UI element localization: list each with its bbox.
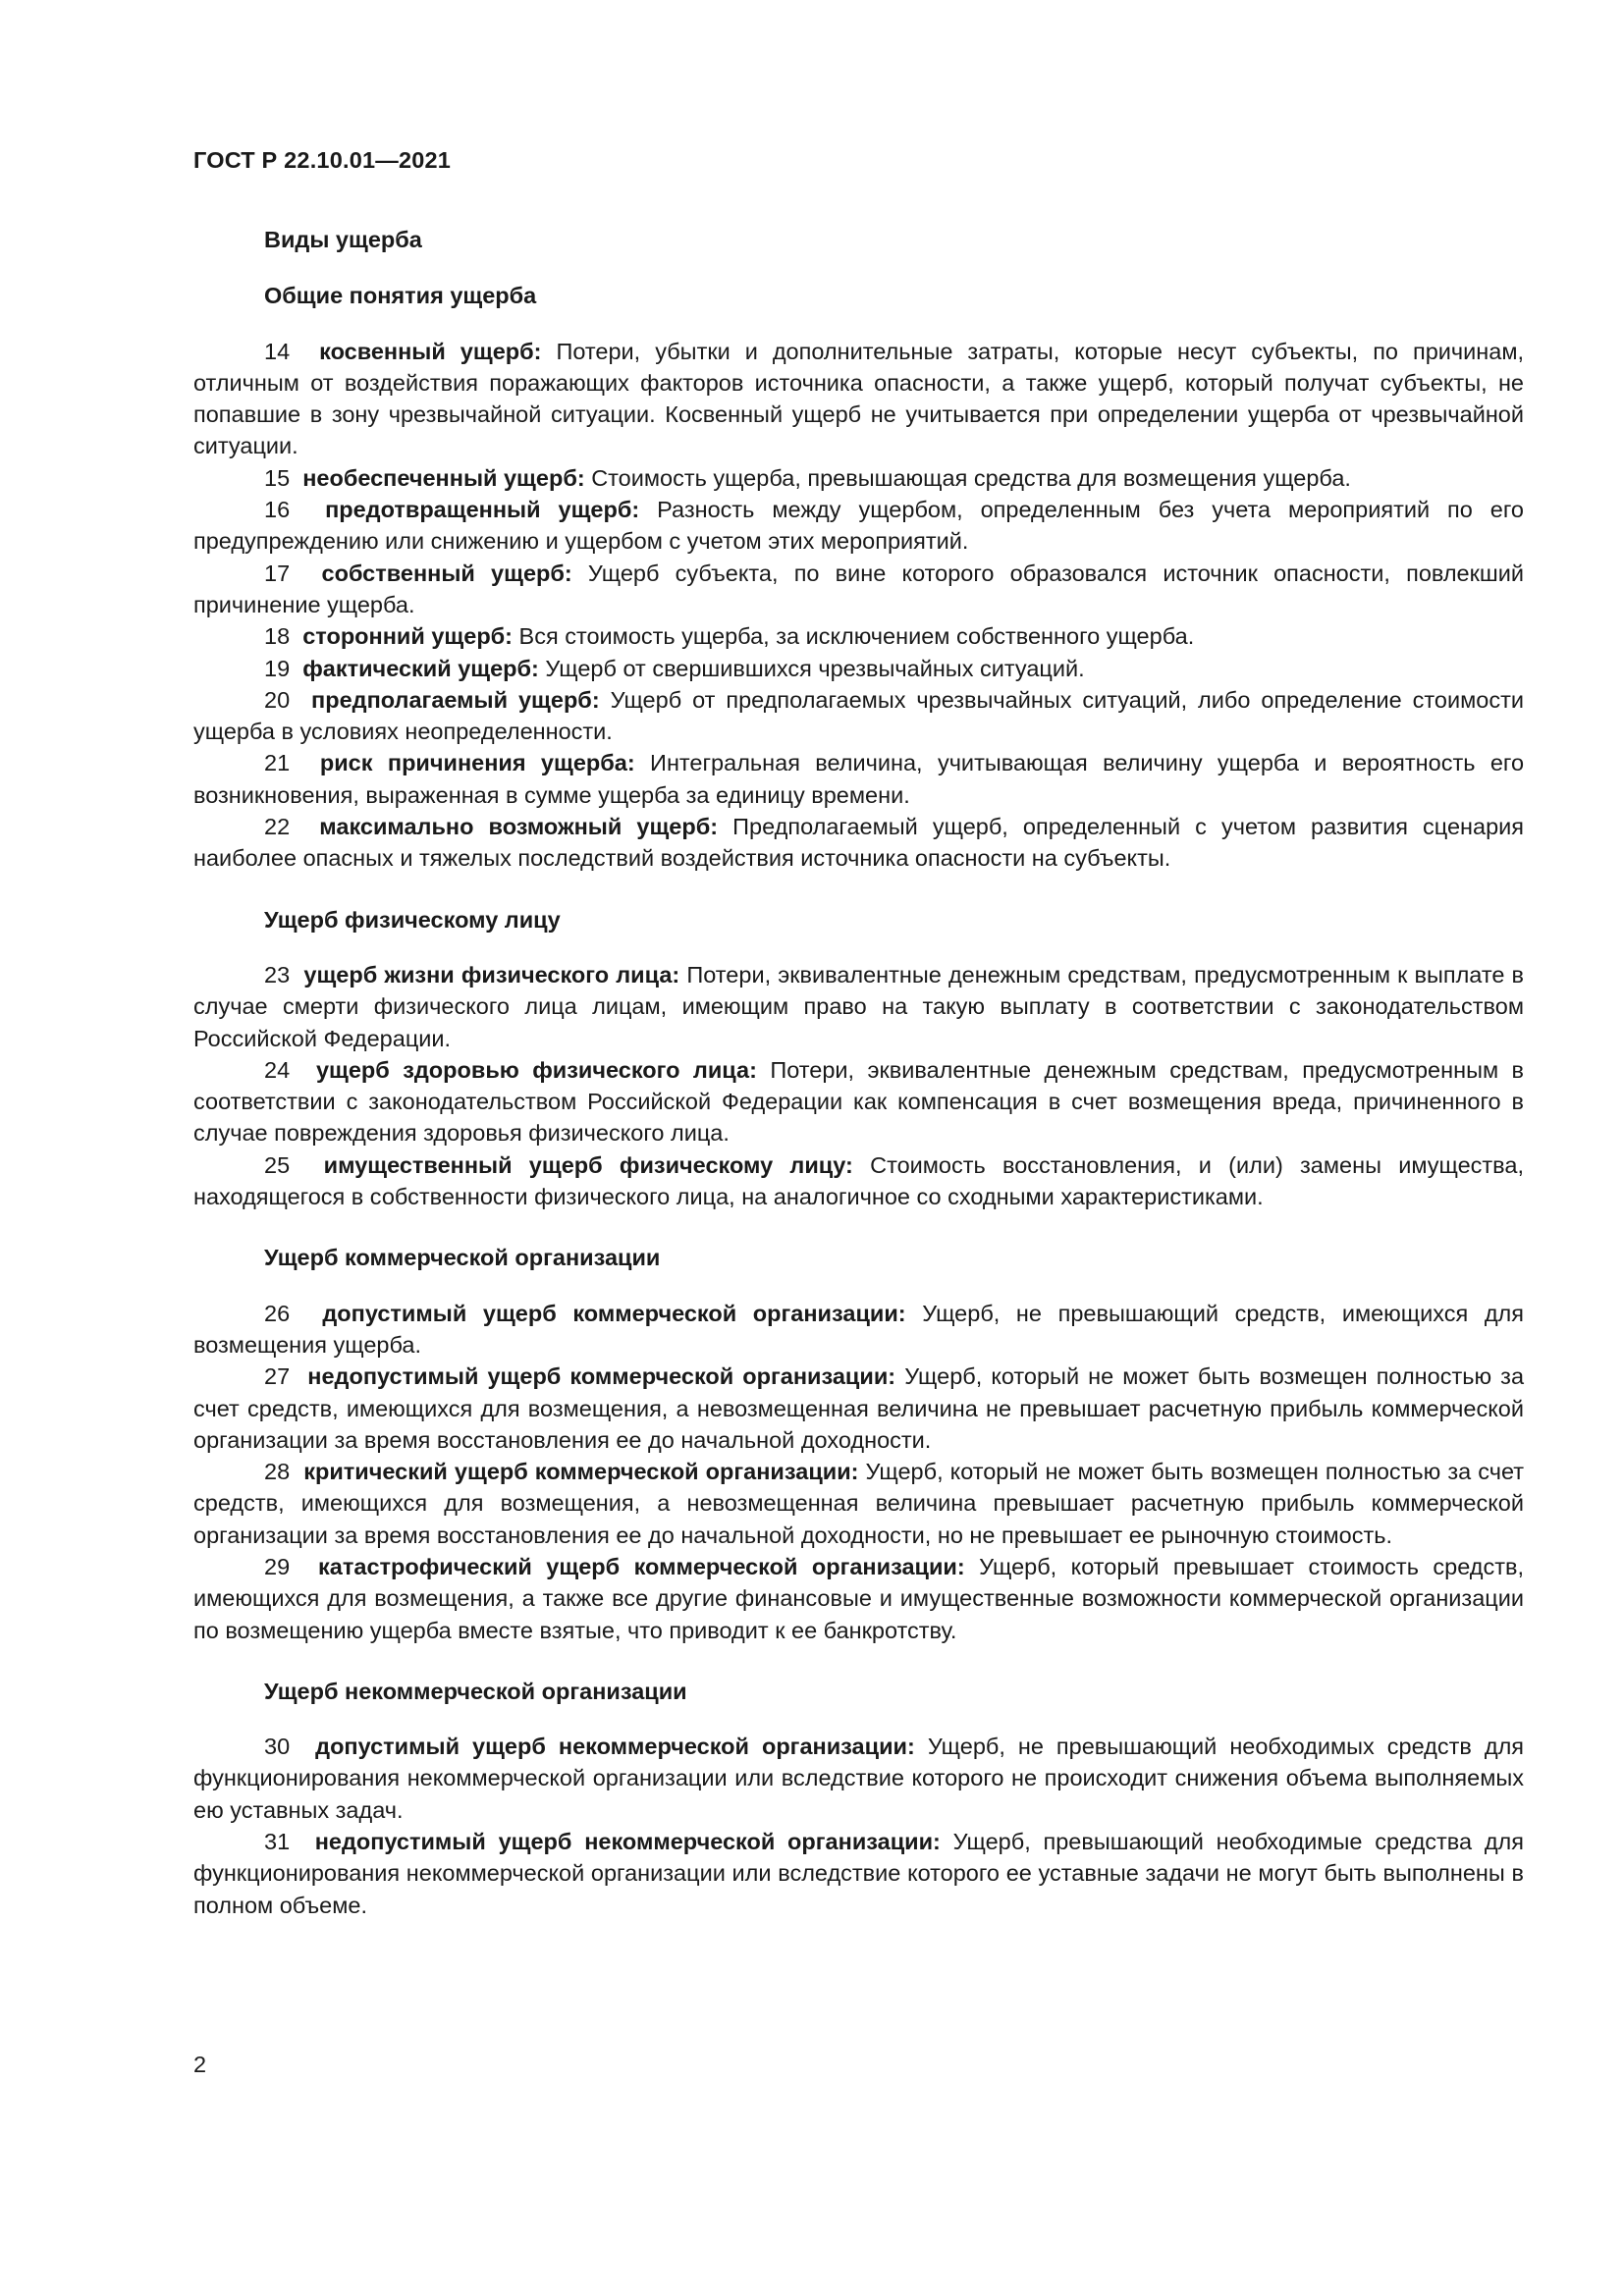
term-number: 19 xyxy=(264,655,291,681)
term-entry xyxy=(193,811,1524,875)
term-name: имущественный ущерб физическому лицу: xyxy=(323,1151,853,1178)
term-definition: Ущерб, который не может быть возмещен полностью за счет средств, имеющихся для возмещения, а невозмещенная величина не превышает расчетную прибыль коммерческой организации за время восстановления ее до начальной доходности. xyxy=(193,1363,1525,1453)
term-entry xyxy=(193,1731,1524,1826)
term-name: недопустимый ущерб коммерческой организации: xyxy=(307,1363,896,1390)
term-entry xyxy=(193,959,1524,1054)
term-number: 29 xyxy=(264,1553,291,1579)
term-name: сторонний ущерб: xyxy=(302,623,514,650)
term-definition: Ущерб, который превышает стоимость средств, имеющихся для возмещения, а также все другие финансовые и имущественные возможности коммерческой организации по возмещению ущерба вместе взятые, что приводит к ее банкротству. xyxy=(193,1553,1524,1643)
term-number: 25 xyxy=(264,1151,291,1178)
page-number: 2 xyxy=(193,2052,207,2077)
term-name: ущерб здоровью физического лица: xyxy=(315,1056,757,1083)
term-name: необеспеченный ущерб: xyxy=(302,464,585,491)
term-name: предотвращенный ущерб: xyxy=(325,497,640,523)
term-name: недопустимый ущерб некоммерческой организации: xyxy=(314,1829,941,1855)
term-entry xyxy=(193,558,1524,621)
term-number: 24 xyxy=(264,1056,291,1083)
document-code-header: ГОСТ Р 22.10.01—2021 xyxy=(193,147,452,173)
term-number: 26 xyxy=(264,1300,291,1326)
term-name: катастрофический ущерб коммерческой организации: xyxy=(318,1553,965,1579)
term-name: фактический ущерб: xyxy=(302,655,539,681)
term-definition: Ущерб от свершившихся чрезвычайных ситуаций. xyxy=(545,655,1085,681)
term-number: 20 xyxy=(264,686,291,713)
term-definition: Потери, эквивалентные денежным средствам, предусмотренным к выплате в случае смерти физического лица лицам, имеющим право на такую выплату в соответствии с законодательством Российской Федерации. xyxy=(193,961,1525,1051)
term-entry xyxy=(193,620,1524,652)
term-entry xyxy=(193,1456,1524,1551)
term-name: максимально возможный ущерб: xyxy=(319,814,719,840)
term-entry xyxy=(193,336,1524,462)
term-entry xyxy=(193,1551,1524,1646)
term-entry xyxy=(193,747,1524,811)
term-name: ущерб жизни физического лица: xyxy=(303,961,680,988)
term-number: 27 xyxy=(264,1363,291,1390)
subsection-title: Ущерб физическому лицу xyxy=(264,906,561,933)
term-entry xyxy=(193,1149,1524,1213)
term-definition: Потери, эквивалентные денежным средствам, предусмотренным в соответствии с законодательством Российской Федерации как компенсация в счет возмещения вреда, причиненного в случае повреждения здоровья физического лица. xyxy=(193,1056,1525,1147)
section-title: Виды ущерба xyxy=(264,227,422,252)
term-number: 18 xyxy=(264,623,291,650)
term-name: критический ущерб коммерческой организации: xyxy=(303,1459,859,1485)
term-number: 30 xyxy=(264,1734,291,1760)
term-definition: Ущерб, не превышающий средств, имеющихся для возмещения ущерба. xyxy=(193,1300,1524,1358)
term-definition: Ущерб, не превышающий необходимых средств для функционирования некоммерческой организации или вследствие которого не происходит снижения объема выполняемых ею уставных задач. xyxy=(193,1734,1525,1823)
term-number: 28 xyxy=(264,1459,291,1485)
term-number: 21 xyxy=(264,750,291,776)
document-body xyxy=(193,224,1524,1921)
term-name: риск причинения ущерба: xyxy=(319,750,635,776)
term-entry xyxy=(193,1361,1524,1456)
subsection-title: Общие понятия ущерба xyxy=(264,283,537,309)
subsection-title: Ущерб некоммерческой организации xyxy=(264,1678,687,1704)
term-name: косвенный ущерб: xyxy=(319,338,542,364)
term-definition: Вся стоимость ущерба, за исключением собственного ущерба. xyxy=(518,623,1195,650)
term-entry xyxy=(193,462,1524,494)
term-definition: Стоимость ущерба, превышающая средства для возмещения ущерба. xyxy=(591,464,1351,491)
term-number: 31 xyxy=(264,1829,291,1855)
term-definition: Предполагаемый ущерб, определенный с учетом развития сценария наиболее опасных и тяжелых последствий воздействия источника опасности на субъекты. xyxy=(193,814,1524,872)
term-name: собственный ущерб: xyxy=(321,560,572,586)
term-definition: Потери, убытки и дополнительные затраты, которые несут субъекты, по причинам, отличным от воздействия поражающих факторов источника опасности, а также ущерб, который получат субъекты, не попавшие в зону чрезвычайной ситуации. Косвенный ущерб не учитывается при определении ущерба от чрезвычайной ситуации. xyxy=(193,338,1525,459)
term-groups xyxy=(193,280,1524,1921)
term-number: 23 xyxy=(264,961,291,988)
term-name: предполагаемый ущерб: xyxy=(311,686,600,713)
term-number: 22 xyxy=(264,814,291,840)
term-definition: Разность между ущербом, определенным без учета мероприятий по его предупреждению или снижению и ущербом с учетом этих мероприятий. xyxy=(193,497,1524,555)
term-definition: Ущерб, превышающий необходимые средства для функционирования некоммерческой организации или вследствие которого ее уставные задачи не могут быть выполнены в полном объеме. xyxy=(193,1829,1524,1918)
term-entry xyxy=(193,494,1524,558)
term-name: допустимый ущерб коммерческой организации: xyxy=(322,1300,906,1326)
term-number: 16 xyxy=(264,497,291,523)
term-entry xyxy=(193,1054,1524,1149)
term-definition: Ущерб субъекта, по вине которого образовался источник опасности, повлекший причинение ущерба. xyxy=(193,560,1525,617)
term-number: 14 xyxy=(264,338,291,364)
term-number: 15 xyxy=(264,464,291,491)
term-definition: Интегральная величина, учитывающая величину ущерба и вероятность его возникновения, выраженная в сумме ущерба за единицу времени. xyxy=(193,750,1525,808)
subsection-title: Ущерб коммерческой организации xyxy=(264,1245,661,1271)
term-definition: Стоимость восстановления, и (или) замены имущества, находящегося в собственности физического лица, на аналогичное со сходными характеристиками. xyxy=(193,1151,1524,1210)
term-entry xyxy=(193,1826,1524,1921)
term-number: 17 xyxy=(264,560,291,586)
term-entry xyxy=(193,1298,1524,1362)
term-definition: Ущерб от предполагаемых чрезвычайных ситуаций, либо определение стоимости ущерба в условиях неопределенности. xyxy=(193,686,1524,745)
term-definition: Ущерб, который не может быть возмещен полностью за счет средств, имеющихся для возмещения, а невозмещенная величина превышает расчетную прибыль коммерческой организации за время восстановления ее до начальной доходности, но не превышает ее рыночную стоимость. xyxy=(193,1459,1525,1548)
term-entry xyxy=(193,684,1524,748)
term-entry xyxy=(193,653,1524,684)
term-name: допустимый ущерб некоммерческой организации: xyxy=(315,1734,915,1760)
